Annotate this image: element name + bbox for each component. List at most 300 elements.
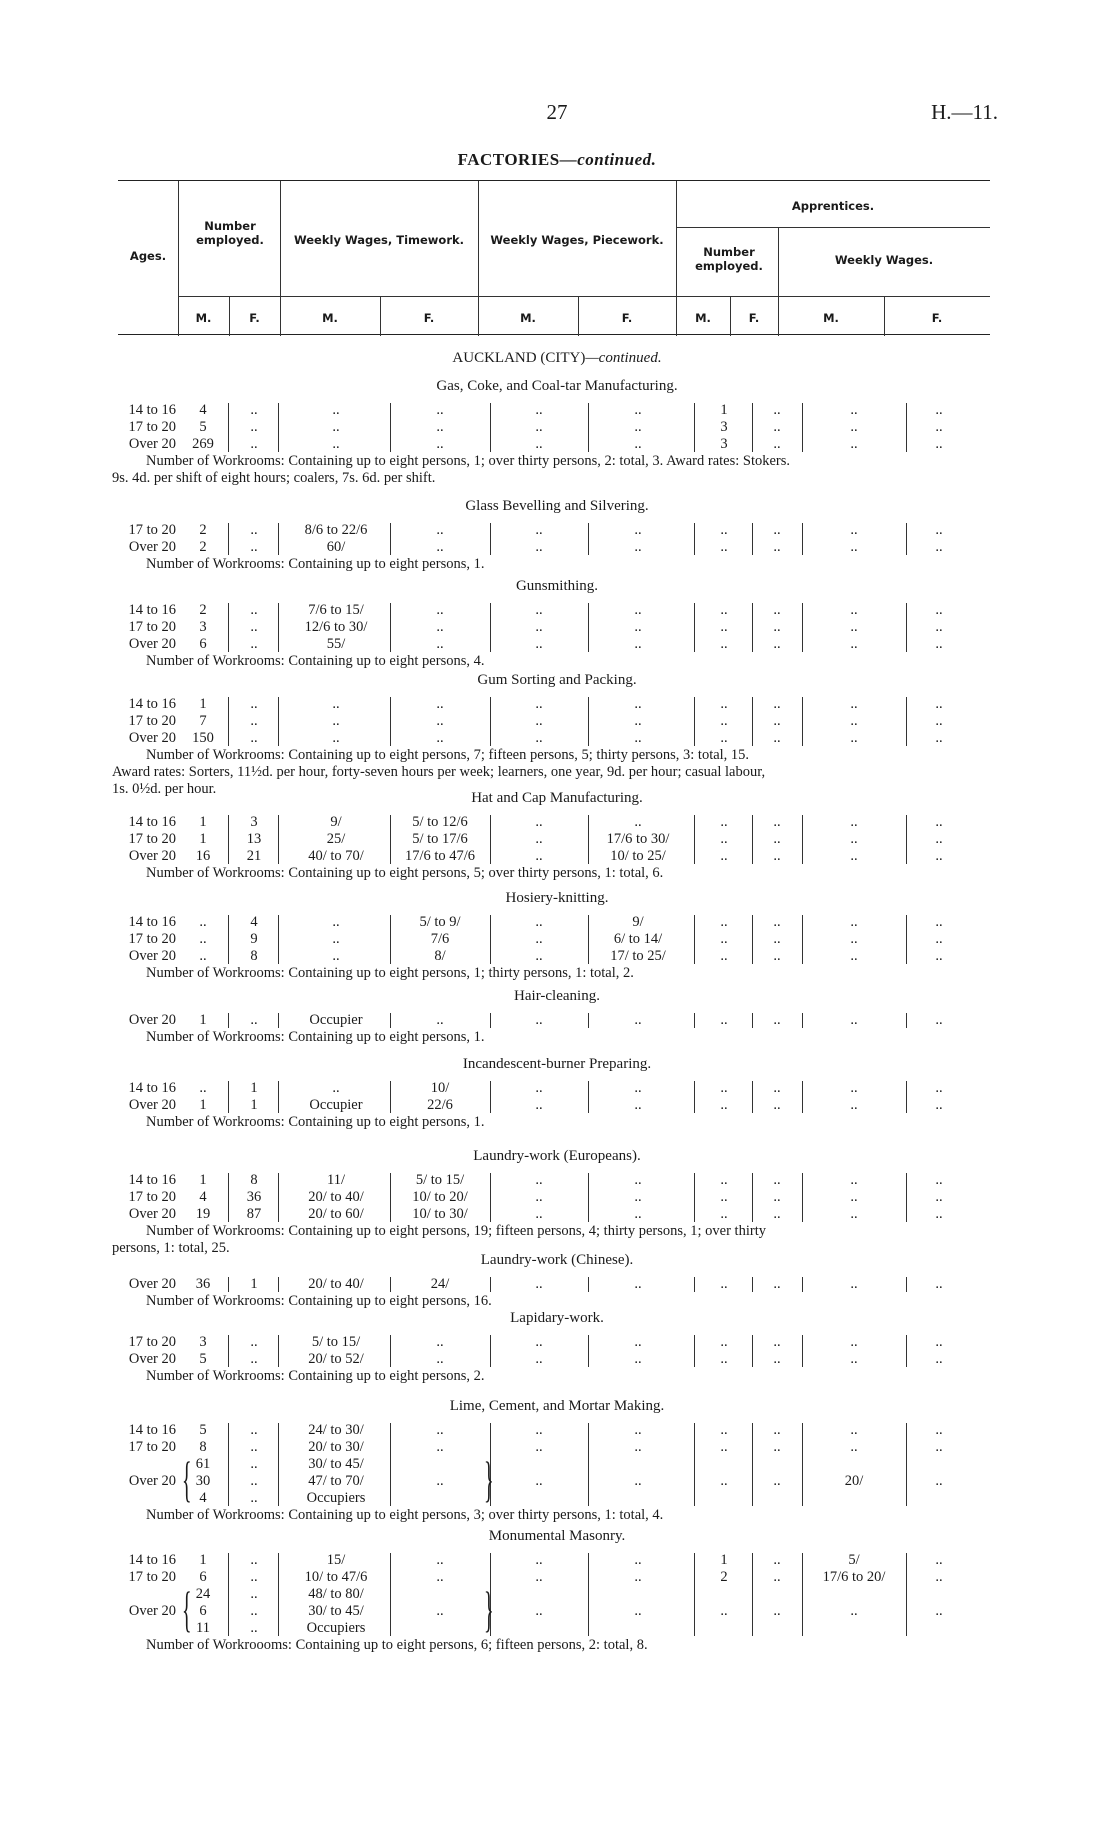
cell-timework-female: 5/ to 15/: [415, 1172, 465, 1188]
column-rule: [752, 1423, 753, 1506]
table-row: [112, 1276, 992, 1293]
cell-timework-male: 25/: [326, 831, 346, 847]
column-rule: [228, 1173, 229, 1222]
cell-timework-male: Occupier: [309, 1012, 363, 1028]
cell-piecework-male: ..: [535, 730, 543, 746]
cell-age: 17 to 20: [128, 713, 176, 729]
cell-piecework-male: ..: [535, 1569, 543, 1585]
cell-male-employed: 4: [199, 402, 207, 418]
table-row: [112, 1097, 992, 1114]
column-rule: [694, 697, 695, 746]
cell-apprentice-wages-female: ..: [935, 1603, 943, 1619]
cell-apprentice-female-employed: ..: [773, 1422, 781, 1438]
header-male: M.: [195, 311, 212, 325]
cell-piecework-male: ..: [535, 1351, 543, 1367]
cell-male-employed: 2: [199, 602, 207, 618]
cell-piecework-female: 6/ to 14/: [613, 931, 663, 947]
cell-apprentice-wages-female: ..: [935, 713, 943, 729]
cell-timework-male: ..: [332, 402, 340, 418]
cell-apprentice-wages-male: ..: [850, 1422, 858, 1438]
cell-male-employed: 6: [199, 636, 207, 652]
column-rule: [278, 403, 279, 452]
cell-piecework-female: ..: [634, 1552, 642, 1568]
cell-timework-male: 20/ to 40/: [308, 1276, 364, 1292]
column-rule: [694, 1423, 695, 1506]
column-rule: [906, 1173, 907, 1222]
cell-piecework-female: ..: [634, 1569, 642, 1585]
cell-age: 17 to 20: [128, 419, 176, 435]
column-rule: [228, 1553, 229, 1636]
table-row: [112, 1603, 992, 1620]
cell-timework-male: 9/: [330, 814, 342, 830]
column-rule: [278, 1081, 279, 1113]
column-rule: [588, 1081, 589, 1113]
cell-apprentice-male-employed: 3: [720, 436, 728, 452]
workrooms-note: Number of Workrooms: Containing up to eight persons, 16.: [146, 1293, 492, 1309]
cell-piecework-male: ..: [535, 696, 543, 712]
column-rule: [906, 697, 907, 746]
cell-piecework-male: ..: [535, 931, 543, 947]
table-row: [112, 436, 992, 453]
cell-timework-male: ..: [332, 730, 340, 746]
cell-timework-female: 5/ to 9/: [419, 914, 461, 930]
cell-age: 14 to 16: [128, 1172, 176, 1188]
cell-timework-male: 7/6 to 15/: [308, 602, 364, 618]
cell-timework-female: 10/: [430, 1080, 450, 1096]
cell-apprentice-wages-female: ..: [935, 1097, 943, 1113]
cell-male-employed: 4: [199, 1189, 207, 1205]
workrooms-note: Number of Workrooms: Containing up to eight persons, 1; over thirty persons, 2: total, 3. Award rates: Stokers.: [146, 453, 791, 469]
cell-male-employed: 11: [196, 1620, 210, 1636]
table-row: [112, 522, 992, 539]
table-row: [112, 1334, 992, 1351]
cell-apprentice-female-employed: ..: [773, 1012, 781, 1028]
column-rule: [390, 1423, 391, 1506]
cell-piecework-female: ..: [634, 1276, 642, 1292]
cell-male-employed: 3: [199, 619, 207, 635]
cell-piecework-male: ..: [535, 1334, 543, 1350]
table-row: [112, 914, 992, 931]
cell-apprentice-wages-male: ..: [850, 402, 858, 418]
title-continued: —continued.: [559, 150, 657, 169]
cell-female-employed: 9: [250, 931, 258, 947]
cell-male-employed: 1: [199, 814, 207, 830]
table-header: [118, 180, 990, 335]
cell-apprentice-male-employed: ..: [720, 914, 728, 930]
cell-apprentice-wages-male: ..: [850, 696, 858, 712]
table-row: [112, 1189, 992, 1206]
header-weekly-wages-timework: Weekly Wages, Timework.: [293, 233, 465, 247]
cell-piecework-male: ..: [535, 1439, 543, 1455]
cell-piecework-female: ..: [634, 602, 642, 618]
table-row: [112, 539, 992, 556]
table-row: [112, 1456, 992, 1473]
cell-timework-male: ..: [332, 948, 340, 964]
cell-piecework-male: ..: [535, 602, 543, 618]
column-rule: [228, 815, 229, 864]
cell-piecework-male: ..: [535, 1206, 543, 1222]
cell-apprentice-wages-female: ..: [935, 619, 943, 635]
column-rule: [906, 1081, 907, 1113]
table-row: [112, 696, 992, 713]
cell-piecework-male: ..: [535, 1552, 543, 1568]
section-heading: Glass Bevelling and Silvering.: [465, 498, 649, 514]
column-rule: [278, 1277, 279, 1292]
cell-timework-female: ..: [436, 1422, 444, 1438]
column-rule: [390, 1335, 391, 1367]
cell-piecework-male: ..: [535, 636, 543, 652]
cell-timework-male: ..: [332, 1080, 340, 1096]
cell-male-employed: 150: [192, 730, 214, 746]
table-row: [112, 1586, 992, 1603]
header-female: F.: [621, 311, 633, 325]
cell-age: Over 20: [128, 848, 176, 864]
column-rule: [588, 403, 589, 452]
table-row: [112, 1080, 992, 1097]
cell-apprentice-female-employed: ..: [773, 1276, 781, 1292]
table-row: [112, 730, 992, 747]
cell-male-employed: 4: [199, 1490, 207, 1506]
header-male: M.: [823, 311, 839, 325]
cell-female-employed: ..: [250, 436, 258, 452]
cell-piecework-female: ..: [634, 713, 642, 729]
cell-apprentice-wages-male: ..: [850, 1097, 858, 1113]
column-rule: [694, 1335, 695, 1367]
column-rule: [906, 523, 907, 555]
cell-timework-female: 5/ to 17/6: [412, 831, 468, 847]
cell-apprentice-male-employed: ..: [720, 636, 728, 652]
cell-female-employed: 8: [250, 948, 258, 964]
cell-apprentice-female-employed: ..: [773, 1569, 781, 1585]
cell-timework-female: ..: [436, 1012, 444, 1028]
cell-piecework-male: ..: [535, 522, 543, 538]
cell-apprentice-wages-male: 5/: [848, 1552, 860, 1568]
cell-female-employed: 1: [250, 1080, 258, 1096]
column-rule: [588, 1553, 589, 1636]
section-heading: Lapidary-work.: [510, 1310, 604, 1326]
column-rule: [390, 815, 391, 864]
cell-timework-male: Occupiers: [306, 1620, 366, 1636]
cell-female-employed: ..: [250, 419, 258, 435]
cell-piecework-female: ..: [634, 730, 642, 746]
column-rule: [694, 1553, 695, 1636]
cell-apprentice-wages-male: ..: [850, 1439, 858, 1455]
cell-apprentice-male-employed: ..: [720, 602, 728, 618]
document-reference: H.—11.: [931, 100, 998, 124]
cell-apprentice-wages-male: ..: [850, 713, 858, 729]
cell-timework-male: ..: [332, 713, 340, 729]
cell-apprentice-wages-female: ..: [935, 436, 943, 452]
cell-piecework-female: 10/ to 25/: [610, 848, 666, 864]
cell-male-employed: 61: [195, 1456, 211, 1472]
cell-male-employed: 7: [199, 713, 207, 729]
cell-piecework-female: ..: [634, 636, 642, 652]
cell-age: Over 20: [128, 636, 176, 652]
column-rule: [278, 1173, 279, 1222]
cell-apprentice-female-employed: ..: [773, 436, 781, 452]
column-rule: [802, 403, 803, 452]
cell-male-employed: 1: [199, 1012, 207, 1028]
cell-male-employed: ..: [199, 914, 207, 930]
column-rule: [228, 1277, 229, 1292]
workrooms-note: Number of Workrooms: Containing up to eight persons, 1.: [146, 1029, 485, 1045]
cell-apprentice-wages-female: ..: [935, 402, 943, 418]
cell-male-employed: 5: [199, 1351, 207, 1367]
table-row: [112, 1422, 992, 1439]
section-heading: Hat and Cap Manufacturing.: [471, 790, 643, 806]
cell-piecework-female: ..: [634, 539, 642, 555]
cell-timework-female: ..: [436, 539, 444, 555]
cell-apprentice-wages-male: ..: [850, 1012, 858, 1028]
cell-timework-male: 10/ to 47/6: [304, 1569, 368, 1585]
column-rule: [278, 815, 279, 864]
column-rule: [802, 1081, 803, 1113]
cell-female-employed: 13: [246, 831, 262, 847]
cell-apprentice-female-employed: ..: [773, 696, 781, 712]
cell-age: 17 to 20: [128, 1569, 176, 1585]
cell-apprentice-female-employed: ..: [773, 1552, 781, 1568]
column-rule: [390, 603, 391, 652]
cell-apprentice-wages-female: ..: [935, 419, 943, 435]
cell-apprentice-female-employed: ..: [773, 1351, 781, 1367]
cell-timework-female: ..: [436, 619, 444, 635]
column-rule: [588, 815, 589, 864]
cell-timework-female: ..: [436, 1569, 444, 1585]
cell-female-employed: ..: [250, 1334, 258, 1350]
section-heading: Hair-cleaning.: [514, 988, 600, 1004]
cell-timework-male: 20/ to 30/: [308, 1439, 364, 1455]
cell-timework-male: ..: [332, 696, 340, 712]
cell-apprentice-wages-male: ..: [850, 539, 858, 555]
column-rule: [228, 523, 229, 555]
cell-age: 17 to 20: [128, 1439, 176, 1455]
cell-piecework-female: ..: [634, 402, 642, 418]
cell-timework-female: ..: [436, 602, 444, 618]
cell-apprentice-wages-male: ..: [850, 931, 858, 947]
header-ages: Ages.: [129, 249, 167, 263]
cell-female-employed: 87: [246, 1206, 262, 1222]
cell-piecework-male: ..: [535, 814, 543, 830]
header-female: F.: [931, 311, 943, 325]
cell-male-employed: ..: [199, 1080, 207, 1096]
table-row: [112, 1012, 992, 1029]
table-row: [112, 619, 992, 636]
column-rule: [228, 1335, 229, 1367]
cell-apprentice-female-employed: ..: [773, 1189, 781, 1205]
column-rule: [490, 523, 491, 555]
column-rule: [390, 1173, 391, 1222]
column-rule: [228, 403, 229, 452]
cell-piecework-female: ..: [634, 696, 642, 712]
column-rule: [490, 815, 491, 864]
cell-timework-female: ..: [436, 696, 444, 712]
column-rule: [802, 603, 803, 652]
region-name: AUCKLAND (CITY): [452, 350, 586, 366]
cell-piecework-female: ..: [634, 1012, 642, 1028]
column-rule: [228, 1013, 229, 1028]
cell-apprentice-male-employed: ..: [720, 848, 728, 864]
workrooms-note: Number of Workrooms: Containing up to eight persons, 1.: [146, 556, 485, 572]
cell-apprentice-wages-male: ..: [850, 848, 858, 864]
cell-age: Over 20: [128, 436, 176, 452]
cell-timework-male: 20/ to 60/: [308, 1206, 364, 1222]
cell-apprentice-wages-female: ..: [935, 931, 943, 947]
cell-apprentice-female-employed: ..: [773, 522, 781, 538]
workrooms-note: Number of Workrooms: Containing up to eight persons, 3; over thirty persons, 1: total, 4.: [146, 1507, 664, 1523]
cell-timework-male: 55/: [326, 636, 346, 652]
column-rule: [588, 1173, 589, 1222]
column-rule: [694, 815, 695, 864]
cell-piecework-female: ..: [634, 1351, 642, 1367]
cell-apprentice-male-employed: ..: [720, 539, 728, 555]
table-row: [112, 831, 992, 848]
cell-age: 17 to 20: [128, 1334, 176, 1350]
cell-male-employed: ..: [199, 948, 207, 964]
cell-timework-female: 7/6: [430, 931, 450, 947]
cell-apprentice-male-employed: ..: [720, 522, 728, 538]
cell-apprentice-male-employed: 1: [720, 402, 728, 418]
cell-apprentice-male-employed: 1: [720, 1552, 728, 1568]
cell-apprentice-male-employed: ..: [720, 931, 728, 947]
cell-age: 17 to 20: [128, 619, 176, 635]
cell-male-employed: 5: [199, 1422, 207, 1438]
cell-age: Over 20: [128, 539, 176, 555]
table-row: [112, 1206, 992, 1223]
header-female: F.: [748, 311, 760, 325]
cell-timework-male: ..: [332, 931, 340, 947]
column-rule: [588, 1335, 589, 1367]
column-rule: [694, 1081, 695, 1113]
cell-apprentice-male-employed: ..: [720, 1172, 728, 1188]
cell-male-employed: 2: [199, 539, 207, 555]
cell-timework-male: 5/ to 15/: [311, 1334, 361, 1350]
cell-female-employed: ..: [250, 1473, 258, 1489]
column-rule: [490, 915, 491, 964]
table-row: [112, 814, 992, 831]
cell-female-employed: ..: [250, 1552, 258, 1568]
cell-piecework-male: ..: [535, 1473, 543, 1489]
cell-apprentice-female-employed: ..: [773, 539, 781, 555]
cell-piecework-female: ..: [634, 1439, 642, 1455]
cell-piecework-female: ..: [634, 1189, 642, 1205]
cell-apprentice-wages-male: ..: [850, 914, 858, 930]
cell-apprentice-male-employed: ..: [720, 1012, 728, 1028]
cell-female-employed: ..: [250, 1620, 258, 1636]
column-rule: [490, 603, 491, 652]
cell-piecework-female: 17/ to 25/: [610, 948, 666, 964]
table-row: [112, 948, 992, 965]
cell-timework-female: ..: [436, 522, 444, 538]
cell-piecework-male: ..: [535, 539, 543, 555]
cell-timework-female: ..: [436, 1439, 444, 1455]
cell-timework-male: 60/: [326, 539, 346, 555]
brace-icon: {: [182, 1583, 192, 1639]
header-rule: [676, 227, 990, 228]
table-row: [112, 1439, 992, 1456]
title-main: FACTORIES: [457, 150, 560, 169]
cell-timework-female: ..: [436, 1473, 444, 1489]
cell-female-employed: ..: [250, 636, 258, 652]
cell-timework-female: ..: [436, 402, 444, 418]
column-rule: [752, 1553, 753, 1636]
cell-female-employed: ..: [250, 1569, 258, 1585]
cell-apprentice-wages-male: ..: [850, 814, 858, 830]
header-female: F.: [423, 311, 435, 325]
section-heading: Gas, Coke, and Coal-tar Manufacturing.: [436, 378, 678, 394]
cell-piecework-male: ..: [535, 1012, 543, 1028]
column-rule: [694, 915, 695, 964]
brace-icon: {: [182, 1453, 192, 1509]
workrooms-note: Number of Workrooms: Containing up to eight persons, 4.: [146, 653, 485, 669]
cell-apprentice-male-employed: 3: [720, 419, 728, 435]
column-rule: [228, 1423, 229, 1506]
cell-male-employed: 19: [195, 1206, 211, 1222]
cell-apprentice-female-employed: ..: [773, 931, 781, 947]
brace-icon: }: [484, 1583, 494, 1639]
cell-age: Over 20: [128, 948, 176, 964]
cell-age: 14 to 16: [128, 1422, 176, 1438]
cell-apprentice-female-employed: ..: [773, 848, 781, 864]
cell-timework-female: ..: [436, 1351, 444, 1367]
cell-apprentice-wages-female: ..: [935, 848, 943, 864]
cell-piecework-female: ..: [634, 436, 642, 452]
cell-age: Over 20: [128, 1603, 176, 1619]
column-rule: [752, 1335, 753, 1367]
cell-female-employed: ..: [250, 1422, 258, 1438]
cell-apprentice-wages-female: ..: [935, 730, 943, 746]
cell-apprentice-wages-female: ..: [935, 1334, 943, 1350]
cell-apprentice-wages-female: ..: [935, 1172, 943, 1188]
cell-timework-female: 17/6 to 47/6: [404, 848, 476, 864]
cell-timework-female: 10/ to 20/: [412, 1189, 468, 1205]
cell-apprentice-wages-male: ..: [850, 636, 858, 652]
cell-age: 17 to 20: [128, 931, 176, 947]
cell-female-employed: ..: [250, 1490, 258, 1506]
table-row: [112, 713, 992, 730]
cell-female-employed: ..: [250, 602, 258, 618]
cell-female-employed: 1: [250, 1097, 258, 1113]
header-apprentices-weekly-wages: Weekly Wages.: [834, 253, 934, 267]
cell-timework-female: 5/ to 12/6: [412, 814, 468, 830]
cell-piecework-female: ..: [634, 1422, 642, 1438]
cell-apprentice-male-employed: ..: [720, 1473, 728, 1489]
cell-timework-male: ..: [332, 436, 340, 452]
cell-apprentice-wages-female: ..: [935, 1569, 943, 1585]
cell-apprentice-wages-male: ..: [850, 1206, 858, 1222]
column-rule: [694, 523, 695, 555]
workrooms-note: Award rates: Sorters, 11½d. per hour, forty-seven hours per week; learners, one year, 9d. per hour; casual labour,: [112, 764, 766, 780]
column-rule: [228, 1081, 229, 1113]
column-rule: [390, 1013, 391, 1028]
column-rule: [490, 1335, 491, 1367]
column-rule: [752, 403, 753, 452]
cell-apprentice-wages-male: ..: [850, 1334, 858, 1350]
cell-apprentice-male-employed: ..: [720, 814, 728, 830]
cell-piecework-female: ..: [634, 619, 642, 635]
cell-female-employed: ..: [250, 713, 258, 729]
cell-apprentice-wages-male: ..: [850, 730, 858, 746]
cell-age: Over 20: [128, 1012, 176, 1028]
cell-female-employed: ..: [250, 1439, 258, 1455]
column-rule: [752, 523, 753, 555]
cell-piecework-female: ..: [634, 419, 642, 435]
cell-piecework-male: ..: [535, 914, 543, 930]
cell-timework-female: ..: [436, 636, 444, 652]
cell-piecework-female: ..: [634, 1172, 642, 1188]
cell-apprentice-wages-male: ..: [850, 1276, 858, 1292]
cell-piecework-female: 9/: [632, 914, 644, 930]
cell-timework-female: 24/: [430, 1276, 450, 1292]
